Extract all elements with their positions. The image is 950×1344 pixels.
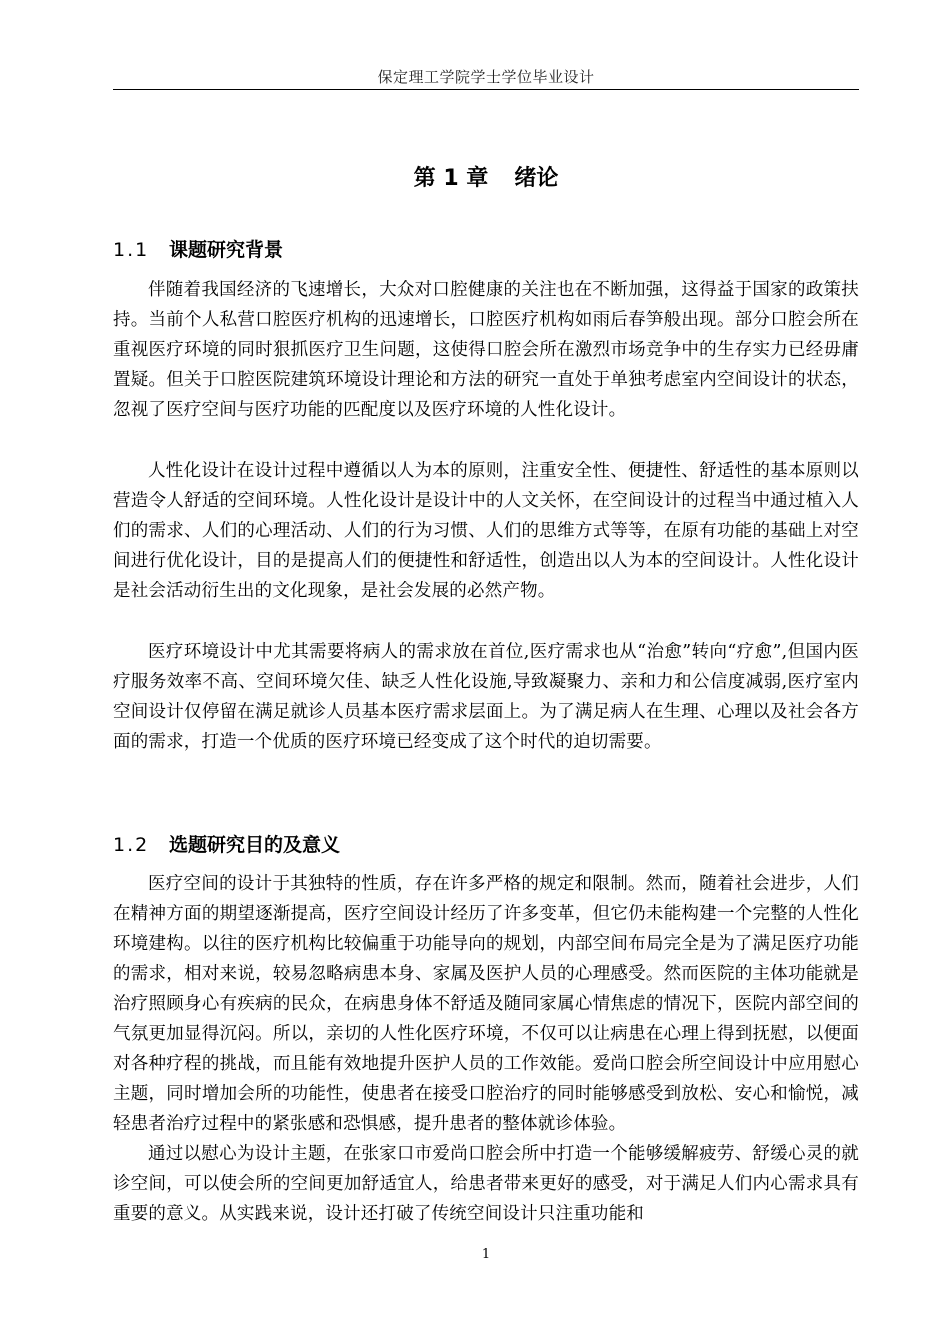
paragraph: 医疗环境设计中尤其需要将病人的需求放在首位,医疗需求也从“治愈”转向“疗愈”,但国内医疗服务效率不高、空间环境欠佳、缺乏人性化设施,导致凝聚力、亲和力和公信度减弱,医疗室内空间设计仅停留在满足就诊人员基本医疗需求层面上。为了满足病人在生理、心理以及社会各方面的需求，打造一个优质的医疗环境已经变成了这个时代的迫切需要。 <box>113 642 859 752</box>
chapter-title <box>113 161 859 192</box>
running-header: 保定理工学院学士学位毕业设计 <box>377 68 595 86</box>
paragraph: 伴随着我国经济的飞速增长，大众对口腔健康的关注也在不断加强，这得益于国家的政策扶持。当前个人私营口腔医疗机构的迅速增长，口腔医疗机构如雨后春笋般出现。部分口腔会所在重视医疗环境的同时狠抓医疗卫生问题，这使得口腔会所在激烈市场竞争中的生存实力已经毋庸置疑。但关于口腔医院建筑环境设计理论和方法的研究一直处于单独考虑室内空间设计的状态，忽视了医疗空间与医疗功能的匹配度以及医疗环境的人性化设计。 <box>113 280 859 420</box>
section-number: 1.2 <box>113 834 150 856</box>
header-divider <box>113 89 859 90</box>
paragraph: 医疗空间的设计于其独特的性质，存在许多严格的规定和限制。然而，随着社会进步，人们在精神方面的期望逐渐提高，医疗空间设计经历了许多变革，但它仍未能构建一个完整的人性化环境建构。以往的医疗机构比较偏重于功能导向的规划，内部空间布局完全是为了满足医疗功能的需求，相对来说，较易忽略病患本身、家属及医护人员的心理感受。然而医院的主体功能就是治疗照顾身心有疾病的民众，在病患身体不舒适及随同家属心情焦虑的情况下，医院内部空间的气氛更加显得沉闷。所以，亲切的人性化医疗环境，不仅可以让病患在心理上得到抚慰，以便面对各种疗程的挑战，而且能有效地提升医护人员的工作效能。爱尚口腔会所空间设计中应用慰心主题，同时增加会所的功能性，使患者在接受口腔治疗的同时能够感受到放松、安心和愉悦，减轻患者治疗过程中的紧张感和恐惧感，提升患者的整体就诊体验。 <box>113 874 859 1134</box>
section-title: 课题研究背景 <box>169 239 284 261</box>
section-title: 选题研究目的及意义 <box>169 834 341 856</box>
chapter-name: 绪论 <box>514 166 559 191</box>
section-number: 1.1 <box>113 239 150 261</box>
page-number: 1 <box>481 1247 491 1262</box>
section-heading-1-2 <box>113 830 340 857</box>
paragraph: 人性化设计在设计过程中遵循以人为本的原则，注重安全性、便捷性、舒适性的基本原则以营造令人舒适的空间环境。人性化设计是设计中的人文关怀，在空间设计的过程当中通过植入人们的需求、人们的心理活动、人们的行为习惯、人们的思维方式等等，在原有功能的基础上对空间进行优化设计，目的是提高人们的便捷性和舒适性，创造出以人为本的空间设计。人性化设计是社会活动衍生出的文化现象，是社会发展的必然产物。 <box>113 461 859 601</box>
paragraph: 通过以慰心为设计主题，在张家口市爱尚口腔会所中打造一个能够缓解疲劳、舒缓心灵的就诊空间，可以使会所的空间更加舒适宜人，给患者带来更好的感受，对于满足人们内心需求具有重要的意义。从实践来说，设计还打破了传统空间设计只注重功能和 <box>113 1144 859 1224</box>
chapter-number: 第 1 章 <box>413 166 489 191</box>
section-heading-1-1 <box>113 235 283 262</box>
